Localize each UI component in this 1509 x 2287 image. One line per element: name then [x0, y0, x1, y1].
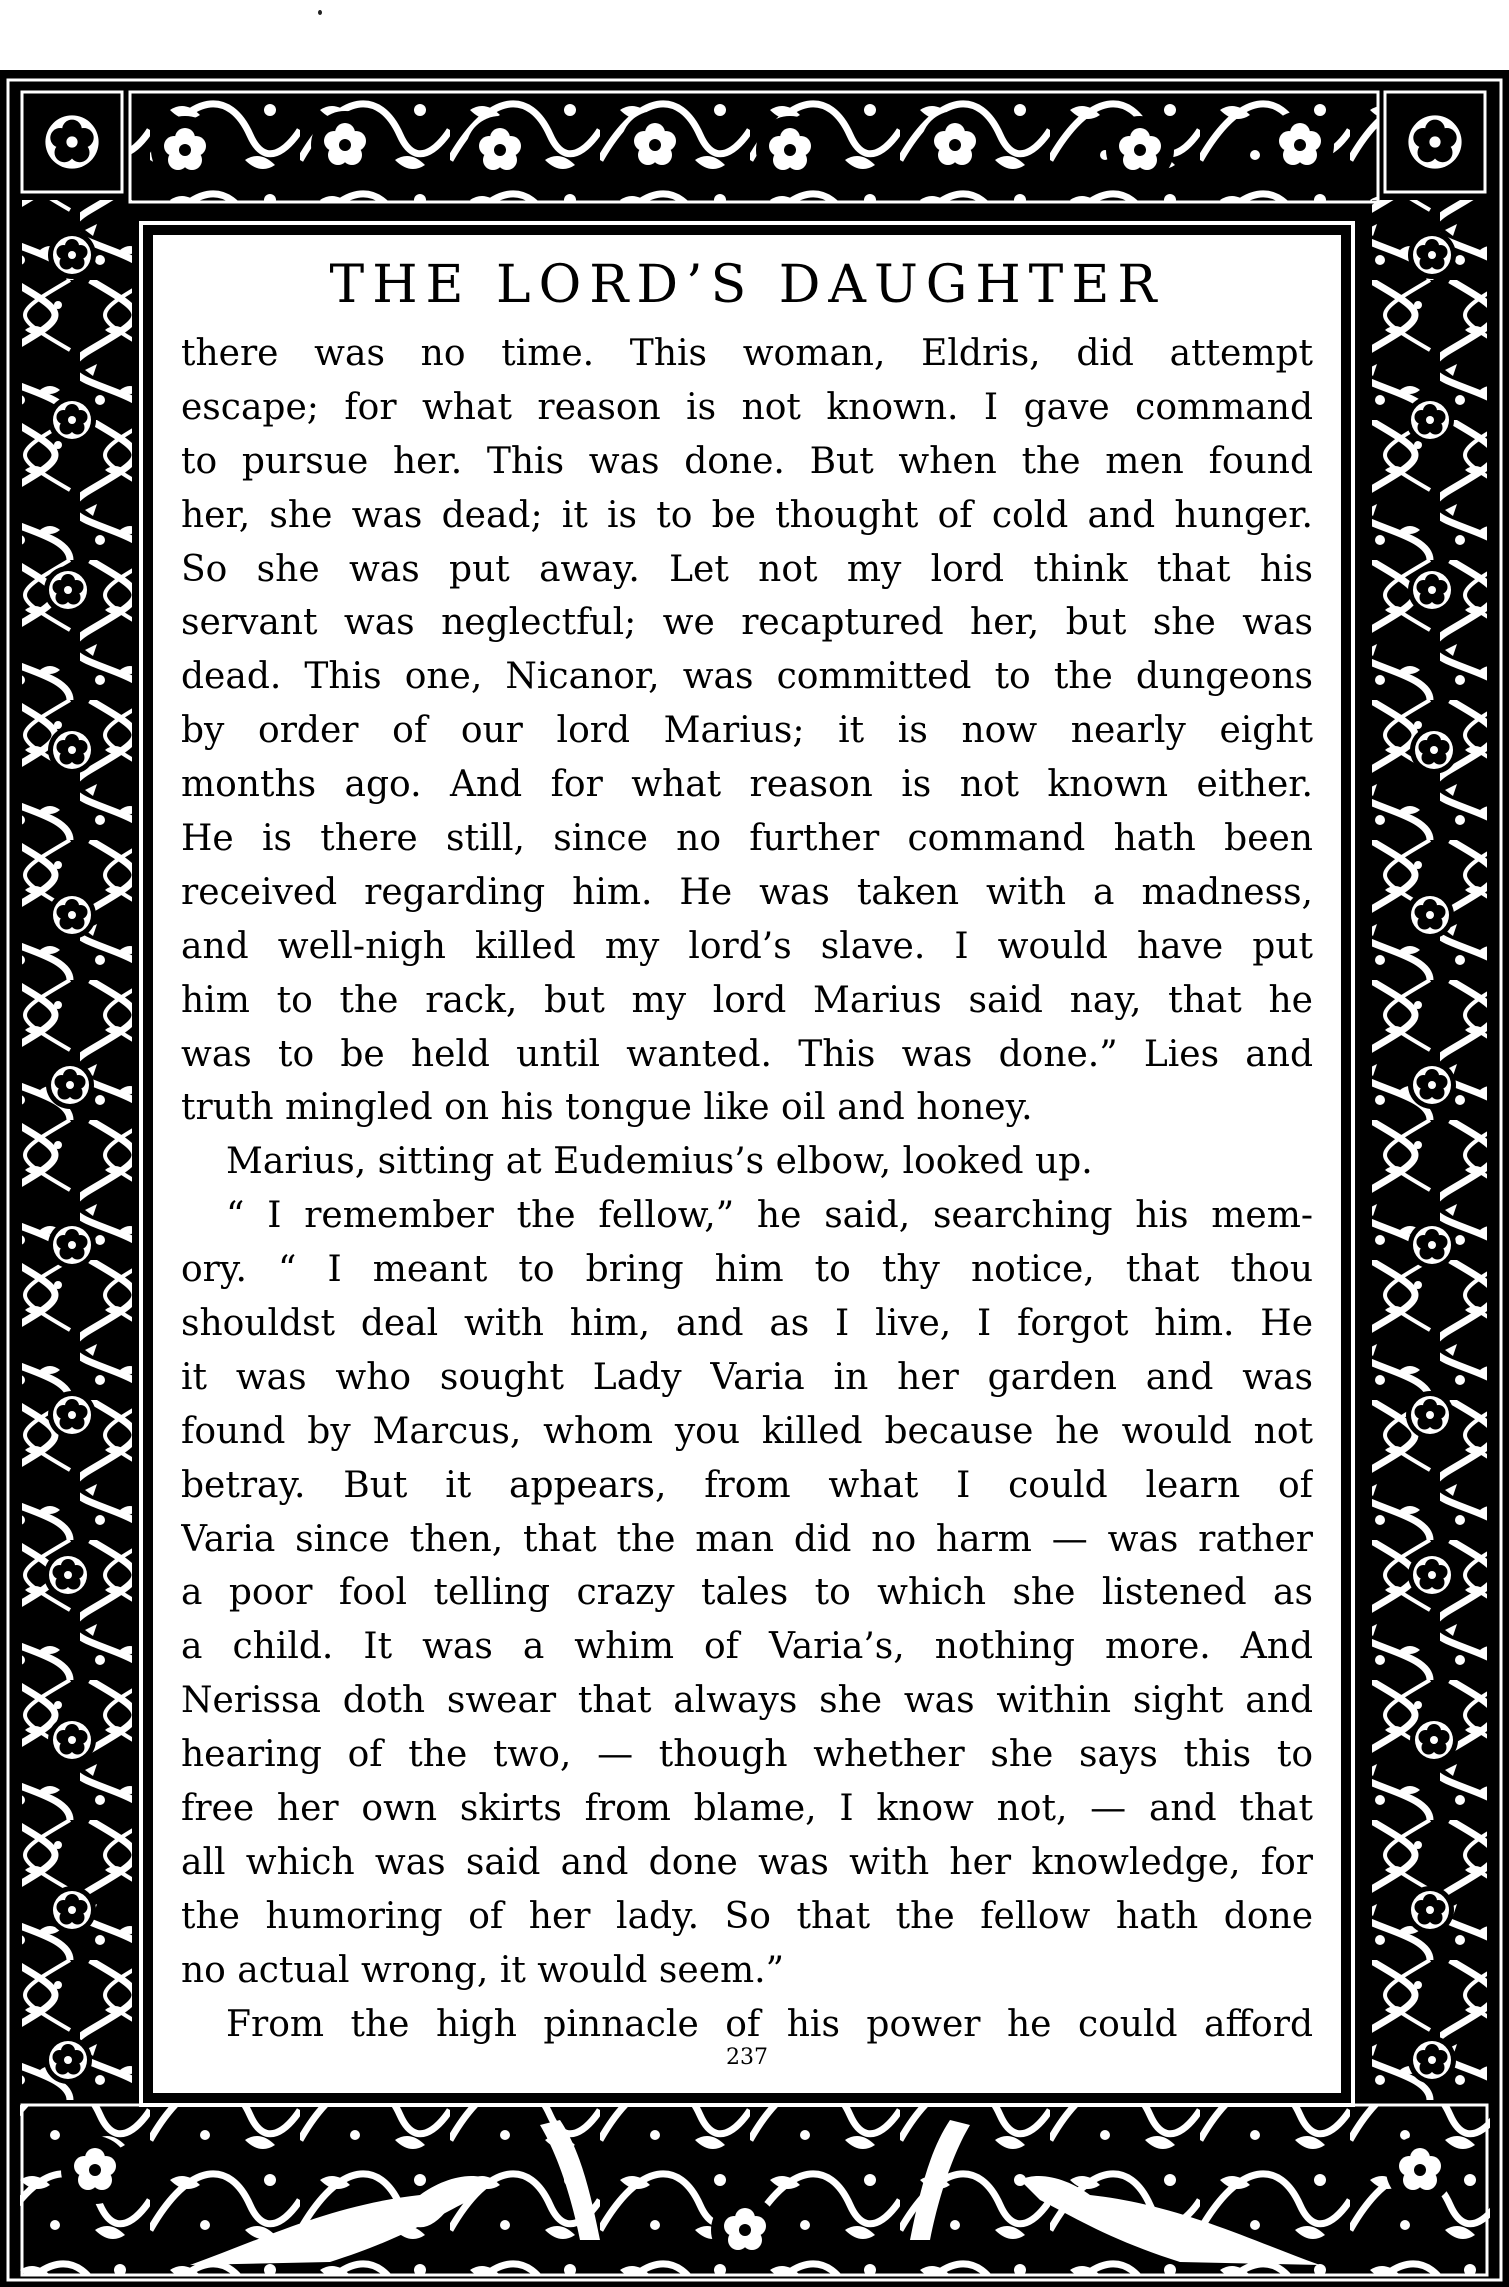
text-line: ory. “ I meant to bring him to thy notice, that thou [181, 1249, 1313, 1291]
text-line: and well-nigh killed my lord’s slave. I would have put [181, 925, 1313, 967]
text-line: a poor fool telling crazy tales to which she listened as [181, 1572, 1313, 1614]
text-line: So she was put away. Let not my lord think that his [181, 548, 1313, 590]
text-line: no actual wrong, it would seem.” [181, 1949, 784, 1991]
text-line: free her own skirts from blame, I know not, — and that [181, 1788, 1313, 1830]
text-line: to pursue her. This was done. But when the men found [181, 440, 1313, 482]
text-line: there was no time. This woman, Eldris, did attempt [181, 333, 1313, 374]
text-line: him to the rack, but my lord Marius said nay, that he [181, 979, 1313, 1021]
text-line: servant was neglectful; we recaptured her, but she was [181, 602, 1313, 644]
text-line: the humoring of her lady. So that the fellow hath done [181, 1895, 1313, 1937]
text-line: was to be held until wanted. This was done.” Lies and [181, 1033, 1313, 1075]
text-line: received regarding him. He was taken with a madness, [181, 871, 1313, 913]
text-line: escape; for what reason is not known. I gave command [181, 386, 1313, 428]
text-line: found by Marcus, whom you killed because he would not [181, 1410, 1313, 1452]
text-line: months ago. And for what reason is not known either. [181, 764, 1313, 806]
body-text [181, 327, 1313, 2052]
text-line: dead. This one, Nicanor, was committed to the dungeons [181, 656, 1313, 698]
text-line: by order of our lord Marius; it is now nearly eight [181, 710, 1313, 752]
text-line: “ I remember the fellow,” he said, searching his mem- [226, 1195, 1313, 1237]
running-head: THE LORD’S DAUGHTER [329, 255, 1165, 315]
text-line: it was who sought Lady Varia in her garden and was [181, 1356, 1313, 1398]
text-line: shouldst deal with him, and as I live, I forgot him. He [181, 1303, 1313, 1345]
page-number: 237 [726, 2045, 768, 2070]
text-line: He is there still, since no further command hath been [181, 818, 1313, 860]
text-line: Nerissa doth swear that always she was within sight and [181, 1680, 1313, 1722]
text-line: From the high pinnacle of his power he could afford [226, 2003, 1313, 2045]
text-line: a child. It was a whim of Varia’s, nothing more. And [181, 1626, 1313, 1668]
text-line: all which was said and done was with her knowledge, for [181, 1841, 1313, 1883]
text-panel [153, 235, 1341, 2093]
text-line: her, she was dead; it is to be thought of cold and hunger. [181, 494, 1313, 536]
text-line: Varia since then, that the man did no harm — was rather [181, 1518, 1313, 1560]
text-line: hearing of the two, — though whether she says this to [181, 1734, 1313, 1776]
text-line: Marius, sitting at Eudemius’s elbow, looked up. [226, 1141, 1093, 1183]
text-line: betray. But it appears, from what I could learn of [181, 1464, 1313, 1506]
text-line: truth mingled on his tongue like oil and honey. [181, 1087, 1033, 1129]
